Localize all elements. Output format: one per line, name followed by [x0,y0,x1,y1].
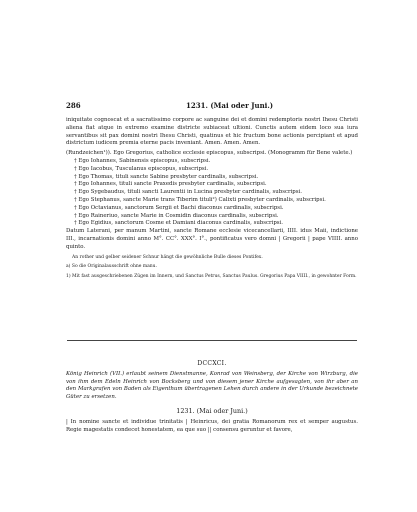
subscription-line: † Ego Iohannes, Sabinensis episcopus, subscripsi. [74,157,211,164]
regest-summary: König Heinrich (VII.) erlaubt seinem Dienstmanne, Konrad von Weinsberg, der Kirche von Wirzburg, die von ihm dem Edeln Heinrich von Bocksberg und von diesem jener Kirche aufgesagten, von ihr aber an den Markgrafen von Baden als Eigenthum übertragenen Lehen durch andere in der Urkunde bezeichnete Güter zu ersetzen. [66,371,358,400]
closing-paragraph: iniquitate cognoscat et a sacratissimo corpore ac sanguine dei et domini redemptoris nostri Ihesu Christi aliena fiat atque in extremo examine districte subiaceat ultioni. Cunctis autem eidem loco sua iura servantibus sit pax domini nostri Ihesu Christi, quatinus et hic fructum bone actionis percipiant et apud districtum iudicem premia eterne pacis inveniant. Amen. Amen. Amen. [66,117,358,147]
subscription-list [74,158,358,228]
document-number: DCCXCI. [197,360,227,367]
subscription-line: † Ego Thomas, tituli sancte Sabine presbyter cardinalis, subscripsi. [74,173,259,180]
subscription-line: † Ego Egidius, sanctorum Cosme et Damiani diaconus cardinalis, subscripsi. [74,220,283,227]
seal-note: An rother und gelber seidener Schnur hängt die gewöhnliche Bulle dieses Pontifex. [72,254,263,260]
footnote-a: a) So die Originalausschrift ohne manu. [66,264,158,270]
subscription-line: † Ego Iacobus, Tusculanus episcopus, subscripsi. [74,165,209,172]
lower-document-text: | In nomine sancte et individue trinitatis | Heinricus, dei gratia Romanorum rex et semper augustus. Regie magestatis condecet honestatem, ea que suo || consensu geruntur et favore, [66,419,358,433]
subscription-line: † Ego Iohannes, tituli sancte Praxedis presbyter cardinalis, subscripsi. [74,181,267,188]
upper-document-text [66,117,358,280]
page-number: 286 [66,101,81,110]
page-header [66,101,356,111]
section-divider [67,340,357,341]
datum-paragraph: Datum Laterani, per manum Martini, sancte Romane ecclesie vicecancellarii, IIII. idus Maii, indictione III., incarnationis domini anno M°. CC°. XXX°. I°., pontificatus vero domni | Gregorii | pape VIIII. anno quinto. [66,228,358,250]
footnote-1: 1) Mit fast ausgeschriebenen Zügen im Innern, und Sanctus Petrus, Sanctus Paulus. Gregorius Papa VIIII., in gewohnter Form. [66,273,357,279]
subscription-line: † Ego Raineriuo, sancte Marie in Cosmidin diaconus cardinalis, subscripsi. [74,212,279,219]
running-head: 1231. (Mai oder Juni.) [186,101,274,110]
subscription-line: † Ego Sygebaudus, tituli sancti Laurentii in Lucina presbyter cardinalis, subscripsi. [74,189,302,196]
subscription-line: † Ego Stephanus, sancte Marie trans Tiberim tituli²) Calixti presbyter cardinalis, subscripsi. [74,196,326,203]
document-date: 1231. (Mai oder Juni.) [176,407,248,415]
papal-signature: (Rundzeichen¹)). Ego Gregorius, catholice ecclesie episcopus, subscripsi. (Monogramm für Bene valete.) [66,150,353,157]
subscription-line: † Ego Octavianus, sanctorum Sergii et Bachi diaconus cardinalis, subscripsi. [74,204,284,211]
